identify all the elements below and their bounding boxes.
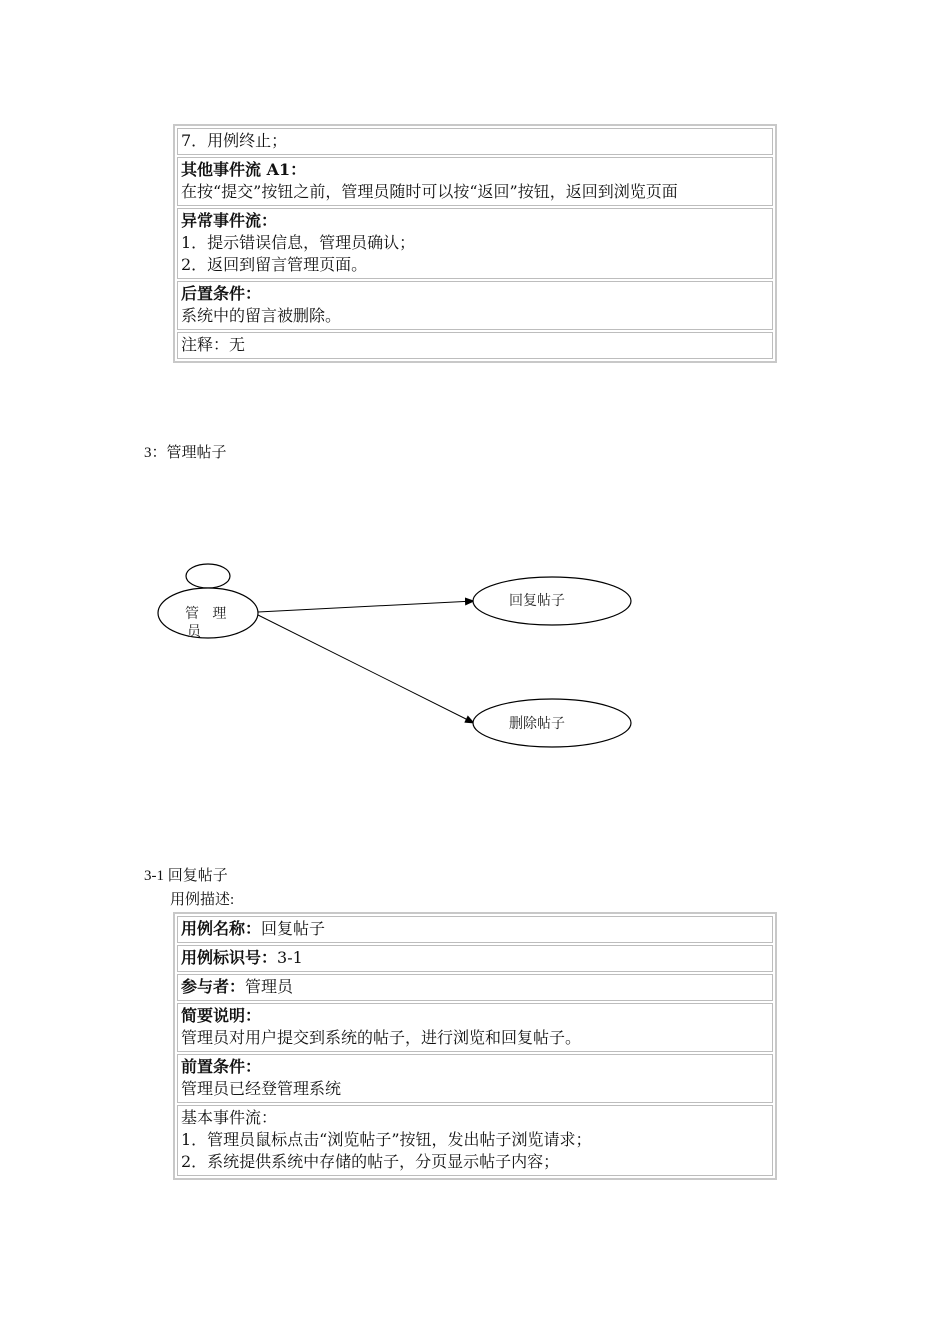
brief-description-text: 管理员对用户提交到系统的帖子，进行浏览和回复帖子。 [181, 1028, 582, 1047]
alt-flow-label: 其他事件流 A1： [181, 160, 307, 179]
association-arrow-reply [258, 601, 474, 612]
postcondition-label: 后置条件： [181, 284, 262, 303]
table-row [177, 1003, 773, 1052]
basic-flow-cell [177, 1105, 773, 1176]
brief-description-cell [177, 1003, 773, 1052]
exception-flow-cell [177, 208, 773, 279]
use-case-name-label: 用例名称： [181, 919, 262, 938]
table-row [177, 916, 773, 943]
actor-label-line-2: 员 [187, 624, 201, 640]
association-arrow-delete [258, 615, 474, 723]
use-case-table-continued [173, 124, 777, 363]
actor-label: 参与者： [181, 977, 246, 996]
use-case-id-cell [177, 945, 773, 972]
table-row [177, 332, 773, 359]
alt-flow-text: 在按“提交”按钮之前，管理员随时可以按“返回”按钮，返回到浏览页面 [181, 182, 678, 201]
table-row [177, 1105, 773, 1176]
use-case-name-cell [177, 916, 773, 943]
actor-value: 管理员 [245, 977, 294, 996]
notes-cell [177, 332, 773, 359]
exception-flow-line-1: 1．提示错误信息，管理员确认； [181, 233, 416, 252]
exception-flow-line-2: 2．返回到留言管理页面。 [181, 255, 368, 274]
use-case-description-label: 用例描述: [170, 892, 235, 908]
table-row [177, 208, 773, 279]
precondition-label: 前置条件： [181, 1057, 262, 1076]
table-row [177, 157, 773, 206]
basic-flow-line-1: 1．管理员鼠标点击“浏览帖子”按钮，发出帖子浏览请求； [181, 1130, 592, 1149]
use-case-delete-label: 删除帖子 [509, 716, 565, 732]
precondition-text: 管理员已经登管理系统 [181, 1079, 342, 1098]
section-3-title: 3：管理帖子 [144, 445, 227, 461]
table-row [177, 281, 773, 330]
use-case-name-value: 回复帖子 [261, 919, 326, 938]
use-case-reply-label: 回复帖子 [509, 593, 565, 609]
table-row [177, 945, 773, 972]
table-row [177, 974, 773, 1001]
alt-flow-cell [177, 157, 773, 206]
actor-head [186, 564, 230, 588]
use-case-id-label: 用例标识号： [181, 948, 278, 967]
step-7-text: 7．用例终止； [181, 131, 288, 150]
actor-label-line-1: 管 理 [185, 606, 227, 622]
basic-flow-line-2: 2．系统提供系统中存储的帖子，分页显示帖子内容； [181, 1152, 560, 1171]
basic-flow-label: 基本事件流： [181, 1108, 278, 1127]
use-case-table-reply [173, 912, 777, 1180]
table-row [177, 1054, 773, 1103]
actor-cell [177, 974, 773, 1001]
notes-text: 注释：无 [181, 335, 246, 354]
postcondition-text: 系统中的留言被删除。 [181, 306, 342, 325]
precondition-cell [177, 1054, 773, 1103]
brief-description-label: 简要说明： [181, 1006, 262, 1025]
table-row [177, 128, 773, 155]
postcondition-cell [177, 281, 773, 330]
section-3-1-title: 3-1 回复帖子 [144, 868, 228, 884]
step-7-cell [177, 128, 773, 155]
exception-flow-label: 异常事件流： [181, 211, 278, 230]
use-case-id-value: 3-1 [277, 948, 303, 967]
use-case-diagram [150, 555, 650, 755]
